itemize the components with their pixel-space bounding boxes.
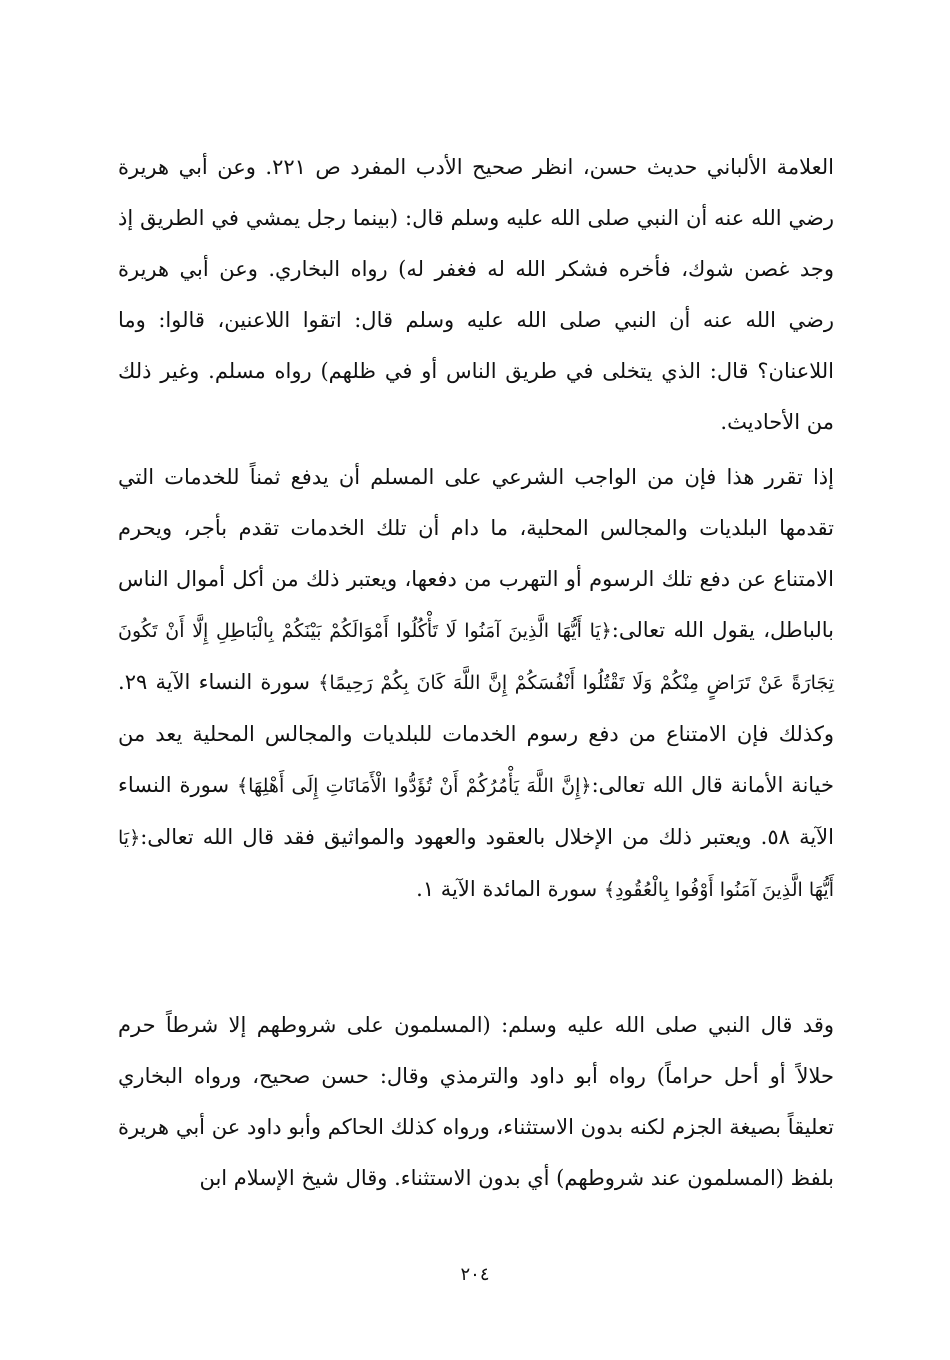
paragraph-text: العلامة الألباني حديث حسن، انظر صحيح الأدب المفرد ص ٢٢١. وعن أبي هريرة رضي الله عنه أن النبي صلى الله عليه وسلم قال: (بينما رجل يمشي في الطريق إذ وجد غصن شوك، فأخره فشكر الله له فغفر له) رواه البخاري. وعن أبي هريرة رضي الله عنه أن النبي صلى الله عليه وسلم قال: اتقوا اللاعنين، قالوا: وما اللاعنان؟ قال: الذي يتخلى في طريق الناس أو في ظلهم) رواه مسلم. وغير ذلك من الأحاديث.	[118, 155, 834, 434]
paragraph-hadith-references	[118, 142, 834, 448]
paragraph-text: وقد قال النبي صلى الله عليه وسلم: (المسلمون على شروطهم إلا شرطاً حرم حلالاً أو أحل حراماً) رواه أبو داود والترمذي وقال: حسن صحيح، ورواه البخاري تعليقاً بصيغة الجزم لكنه بدون الاستثناء، ورواه كذلك الحاكم وأبو داود عن أبي هريرة بلفظ (المسلمون عند شروطهم) أي بدون الاستثناء. وقال شيخ الإسلام ابن	[118, 1013, 834, 1190]
paragraph-text: إذا تقرر هذا فإن من الواجب الشرعي على المسلم أن يدفع ثمناً للخدمات التي تقدمها البلديات والمجالس المحلية، ما دام أن تلك الخدمات تقدم بأجر، ويحرم الامتناع عن دفع تلك الرسوم أو التهرب من دفعها، ويعتبر ذلك من أكل أموال الناس بالباطل، يقول الله تعالى:	[118, 465, 834, 642]
quran-verse-maidah-1: ﴿يَا أَيُّهَا الَّذِينَ آمَنُوا أَوْفُوا بِالْعُقُودِ﴾	[118, 827, 834, 901]
paragraph-municipal-fees	[118, 452, 834, 916]
page-number: ٢٠٤	[460, 1264, 490, 1285]
paragraph-text: سورة المائدة الآية ١.	[416, 877, 604, 901]
paragraph-conditions-hadith	[118, 1000, 834, 1204]
paragraph-text: سورة النساء الآية ٥٨. ويعتبر ذلك من الإخلال بالعقود والعهود والمواثيق فقد قال الله تعالى:	[118, 773, 834, 849]
quran-verse-nisa-58: ﴿إِنَّ اللَّهَ يَأْمُرُكُمْ أَنْ تُؤَدُّوا الْأَمَانَاتِ إِلَى أَهْلِهَا﴾	[236, 775, 592, 797]
quran-verse-nisa-29: ﴿يَا أَيُّهَا الَّذِينَ آمَنُوا لَا تَأْكُلُوا أَمْوَالَكُمْ بَيْنَكُمْ بِالْبَاطِلِ إِلَّا أَنْ تَكُونَ تِجَارَةً عَنْ تَرَاضٍ مِنْكُمْ وَلَا تَقْتُلُوا أَنْفُسَكُمْ إِنَّ اللَّهَ كَانَ بِكُمْ رَحِيمًا﴾	[118, 620, 835, 694]
paragraph-text: سورة النساء الآية ٢٩. وكذلك فإن الامتناع من دفع رسوم الخدمات للبلديات والمجالس المحلية يعد من خيانة الأمانة قال الله تعالى:	[118, 670, 835, 797]
